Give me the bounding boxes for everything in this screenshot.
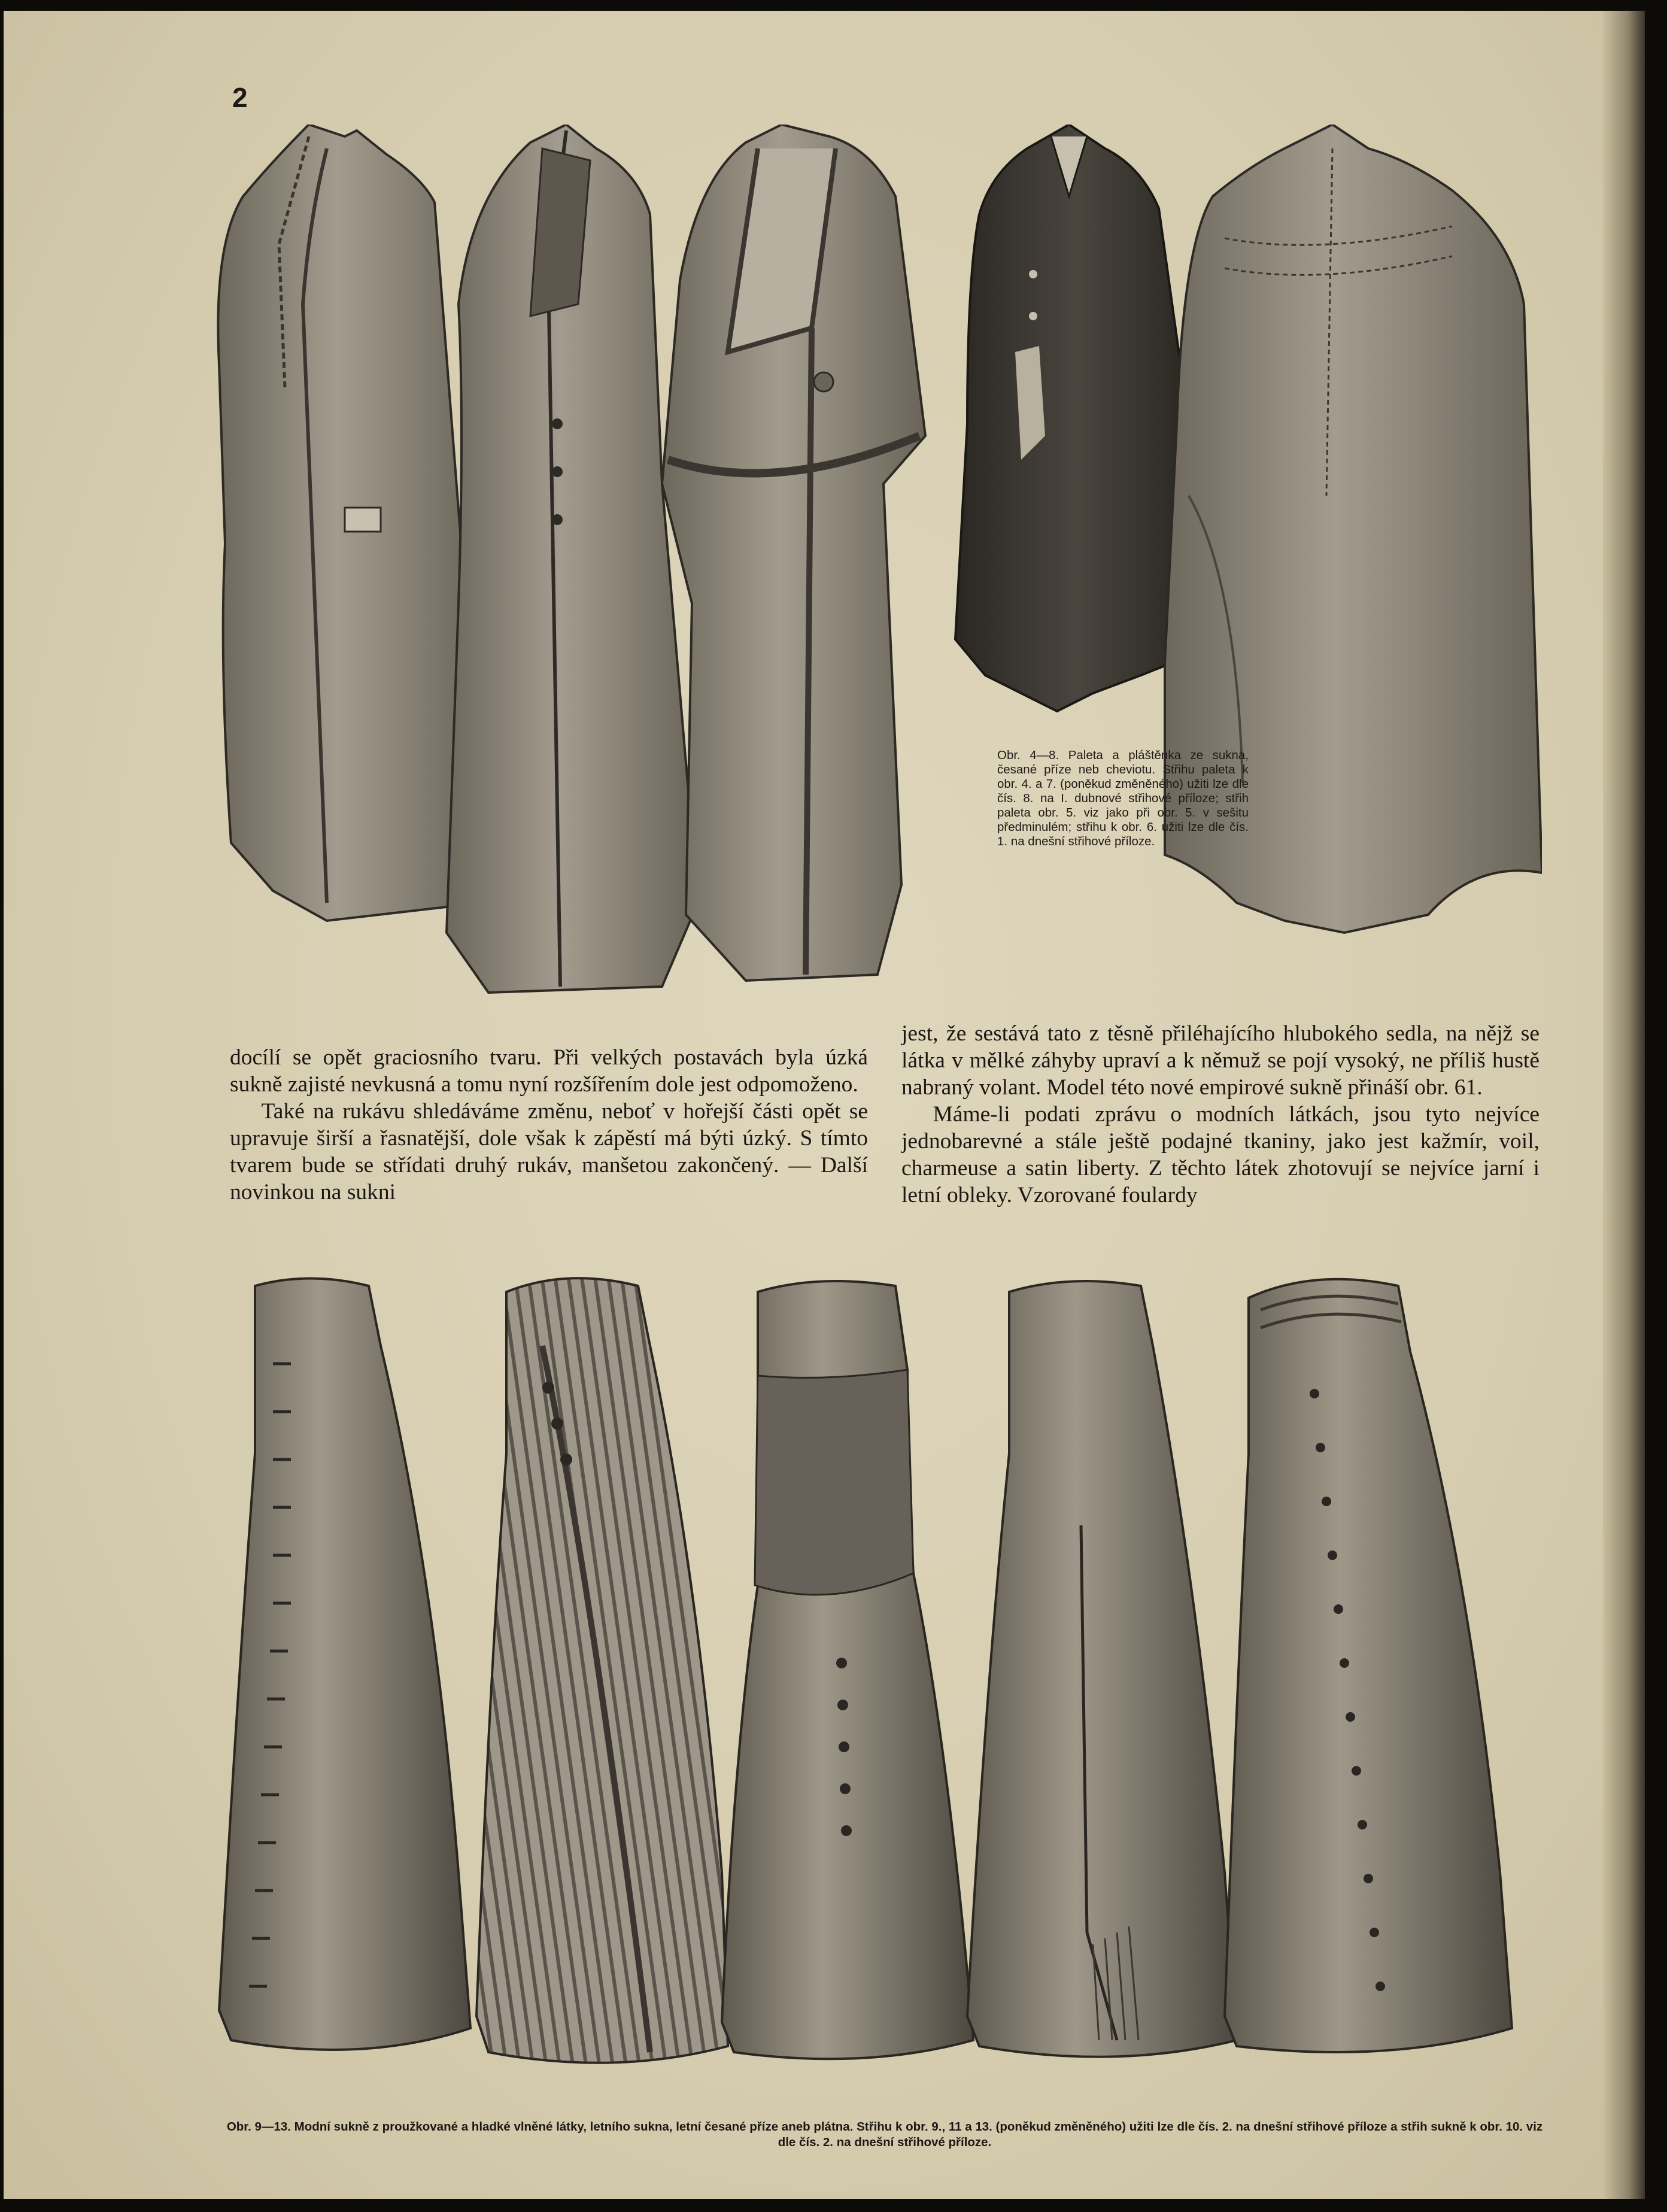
coat-figure-6 (662, 125, 925, 981)
skirts-illustration (207, 1274, 1548, 2100)
skirt-figure-12 (967, 1281, 1237, 2057)
magazine-page (4, 11, 1645, 2199)
article-paragraph: jest, že sestává tato z těsně přiléhajícího hlubokého sedla, na nějž se látka v mělké záhyby upraví a k němuž se pojí vysoký, ne příliš hustě nabraný volant. Model této nové empirové sukně přináší obr. 61. (901, 1021, 1540, 1100)
coats-drawing (207, 125, 1542, 1017)
skirts-figure-caption: Obr. 9—13. Modní sukně z proužkované a hladké vlněné látky, letního sukna, letní česané příze aneb plátna. Střihu k obr. 9., 11 a 13. (poněkud změněného) užiti lze dle čís. 2. na dnešní střihové příloze a střih sukně k obr. 10. viz dle čís. 2. na dnešní střihové příloze. (226, 2120, 1543, 2149)
article-paragraph: docílí se opět graciosního tvaru. Při velkých postavách byla úzká sukně zajisté nevkusná a tomu nyní rozšířením dole jest odpomoženo. (230, 1045, 868, 1097)
skirts-drawing (207, 1274, 1548, 2100)
page-number: 2 (232, 82, 248, 113)
coats-illustration (207, 125, 1542, 1017)
coat-figure-7 (955, 125, 1201, 711)
coats-figure-caption: Obr. 4—8. Paleta a pláštěnka ze sukna, česané příze neb cheviotu. Střihu paleta k obr. 4. a 7. (poněkud změněného) užiti lze dle čís. 8. na I. dubnové střihové příloze; střih paleta obr. 5. viz jako při obr. 5. v sešitu předminulém; střihu k obr. 6. užiti lze dle čís. 1. na dnešní střihové příloze. (997, 748, 1249, 848)
article-paragraph: Také na rukávu shledáváme změnu, neboť v hořejší části opět se upravuje širší a řasnatější, dole však k zápěstí má býti úzký. S tímto tvarem bude se střídati druhý rukáv, manšetou zakončený. — Další novinkou na sukni (230, 1099, 868, 1204)
coat-figure-5 (447, 125, 698, 993)
coat-figure-4 (218, 125, 482, 921)
skirt-figure-11 (722, 1281, 973, 2059)
article-left-column (230, 1044, 868, 1206)
skirt-figure-10 (476, 1278, 728, 2063)
skirt-figure-13 (1225, 1279, 1512, 2052)
skirt-figure-9 (219, 1279, 470, 2050)
article-right-column (901, 1020, 1540, 1209)
article-paragraph: Máme-li podati zprávu o modních látkách, jsou tyto nejvíce jednobarevné a stále ještě podajné tkaniny, jako jest kažmír, voil, charmeuse a satin liberty. Z těchto látek zhotovují se nejvíce jarní i letní obleky. Vzorované foulardy (901, 1102, 1540, 1207)
page-spine-shadow (1603, 11, 1645, 2199)
